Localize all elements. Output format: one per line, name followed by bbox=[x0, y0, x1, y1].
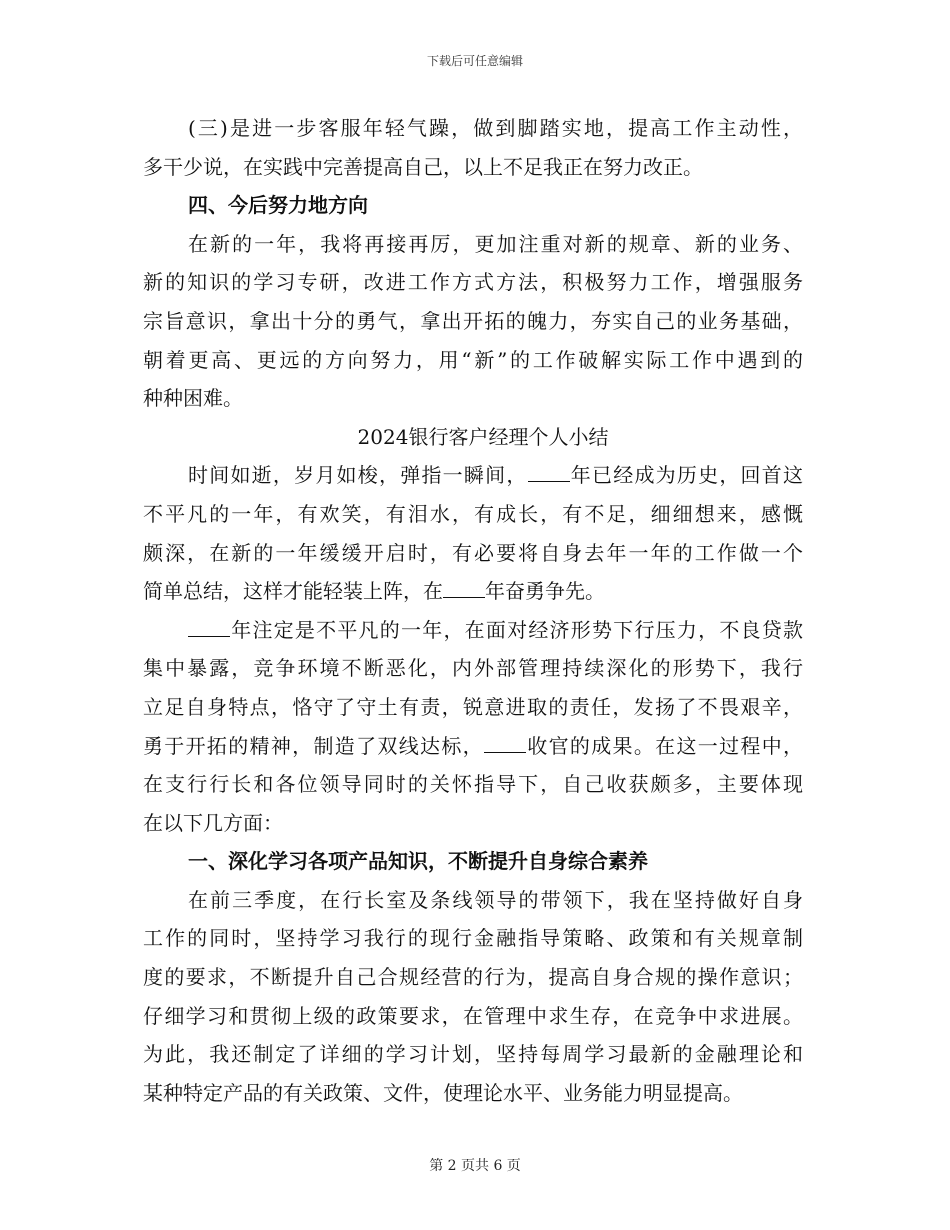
text-segment: 年已经成为历史，回首这 bbox=[569, 463, 804, 488]
paragraph-line: 新的知识的学习专研，改进工作方式方法，积极努力工作，增强服务 bbox=[143, 270, 803, 295]
paragraph-line: 在新的一年，我将再接再厉，更加注重对新的规章、新的业务、 bbox=[188, 231, 803, 256]
paragraph-line: 不平凡的一年，有欢笑，有泪水，有成长，有不足，细细想来，感慨 bbox=[143, 501, 803, 526]
blank-underline bbox=[484, 734, 526, 753]
paragraph-line: 仔细学习和贯彻上级的政策要求，在管理中求生存，在竞争中求进展。 bbox=[143, 1003, 803, 1028]
section-heading: 四、今后努力地方向 bbox=[188, 193, 368, 218]
text-segment: 收官的成果。在这一过程中， bbox=[525, 733, 804, 758]
paragraph-line: (三)是进一步客服年轻气躁，做到脚踏实地，提高工作主动性， bbox=[188, 116, 803, 140]
paragraph-line: 立足自身特点，恪守了守土有责，锐意进取的责任，发扬了不畏艰辛， bbox=[143, 694, 803, 719]
paragraph-line: 工作的同时，坚持学习我行的现行金融指导策略、政策和有关规章制 bbox=[143, 926, 803, 951]
paragraph-line: 在以下几方面： bbox=[143, 810, 283, 835]
paragraph-line: 集中暴露，竞争环境不断恶化，内外部管理持续深化的形势下，我行 bbox=[143, 656, 803, 681]
blank-underline bbox=[528, 463, 570, 482]
page-header: 下载后可任意编辑 bbox=[426, 54, 523, 68]
paragraph-line: 某种特定产品的有关政策、文件，使理论水平、业务能力明显提高。 bbox=[143, 1080, 743, 1105]
section-heading: 一、深化学习各项产品知识，不断提升自身综合素养 bbox=[188, 849, 648, 874]
text-segment: 勇于开拓的精神，制造了双线达标， bbox=[143, 733, 484, 758]
paragraph-line: 多干少说，在实践中完善提高自己，以上不足我正在努力改正。 bbox=[143, 154, 703, 179]
text-segment: 年注定是不平凡的一年，在面对经济形势下行压力，不良贷款 bbox=[230, 617, 803, 642]
paragraph-line: 在支行行长和各位领导同时的关怀指导下，自己收获颇多，主要体现 bbox=[143, 772, 803, 797]
paragraph-line: 度的要求，不断提升自己合规经营的行为，提高自身合规的操作意识； bbox=[143, 965, 803, 990]
text-segment: 年奋勇争先。 bbox=[485, 579, 605, 604]
text-segment: 简单总结，这样才能轻装上阵，在 bbox=[143, 579, 443, 604]
blank-underline bbox=[443, 579, 485, 598]
paragraph-line bbox=[143, 611, 803, 650]
document-title: 2024银行客户经理个人小结 bbox=[357, 424, 609, 449]
text-segment: 时间如逝，岁月如梭，弹指一瞬间， bbox=[188, 463, 528, 488]
paragraph-line bbox=[143, 727, 803, 766]
paragraph-line: 朝着更高、更远的方向努力，用“新”的工作破解实际工作中遇到的 bbox=[143, 347, 803, 372]
page-footer: 第 2 页共 6 页 bbox=[429, 1158, 521, 1174]
paragraph-line: 宗旨意识，拿出十分的勇气，拿出开拓的魄力，夯实自己的业务基础， bbox=[143, 308, 803, 333]
paragraph-line: 种种困难。 bbox=[143, 386, 243, 411]
paragraph-line: 颇深，在新的一年缓缓开启时，有必要将自身去年一年的工作做一个 bbox=[143, 540, 803, 565]
paragraph-line bbox=[143, 456, 803, 495]
paragraph-line: 为此，我还制定了详细的学习计划，坚持每周学习最新的金融理论和 bbox=[143, 1042, 803, 1067]
blank-underline bbox=[188, 618, 230, 637]
document-body bbox=[143, 109, 803, 1112]
paragraph-line: 在前三季度，在行长室及条线领导的带领下，我在坚持做好自身 bbox=[188, 887, 803, 912]
paragraph-line bbox=[143, 572, 803, 611]
